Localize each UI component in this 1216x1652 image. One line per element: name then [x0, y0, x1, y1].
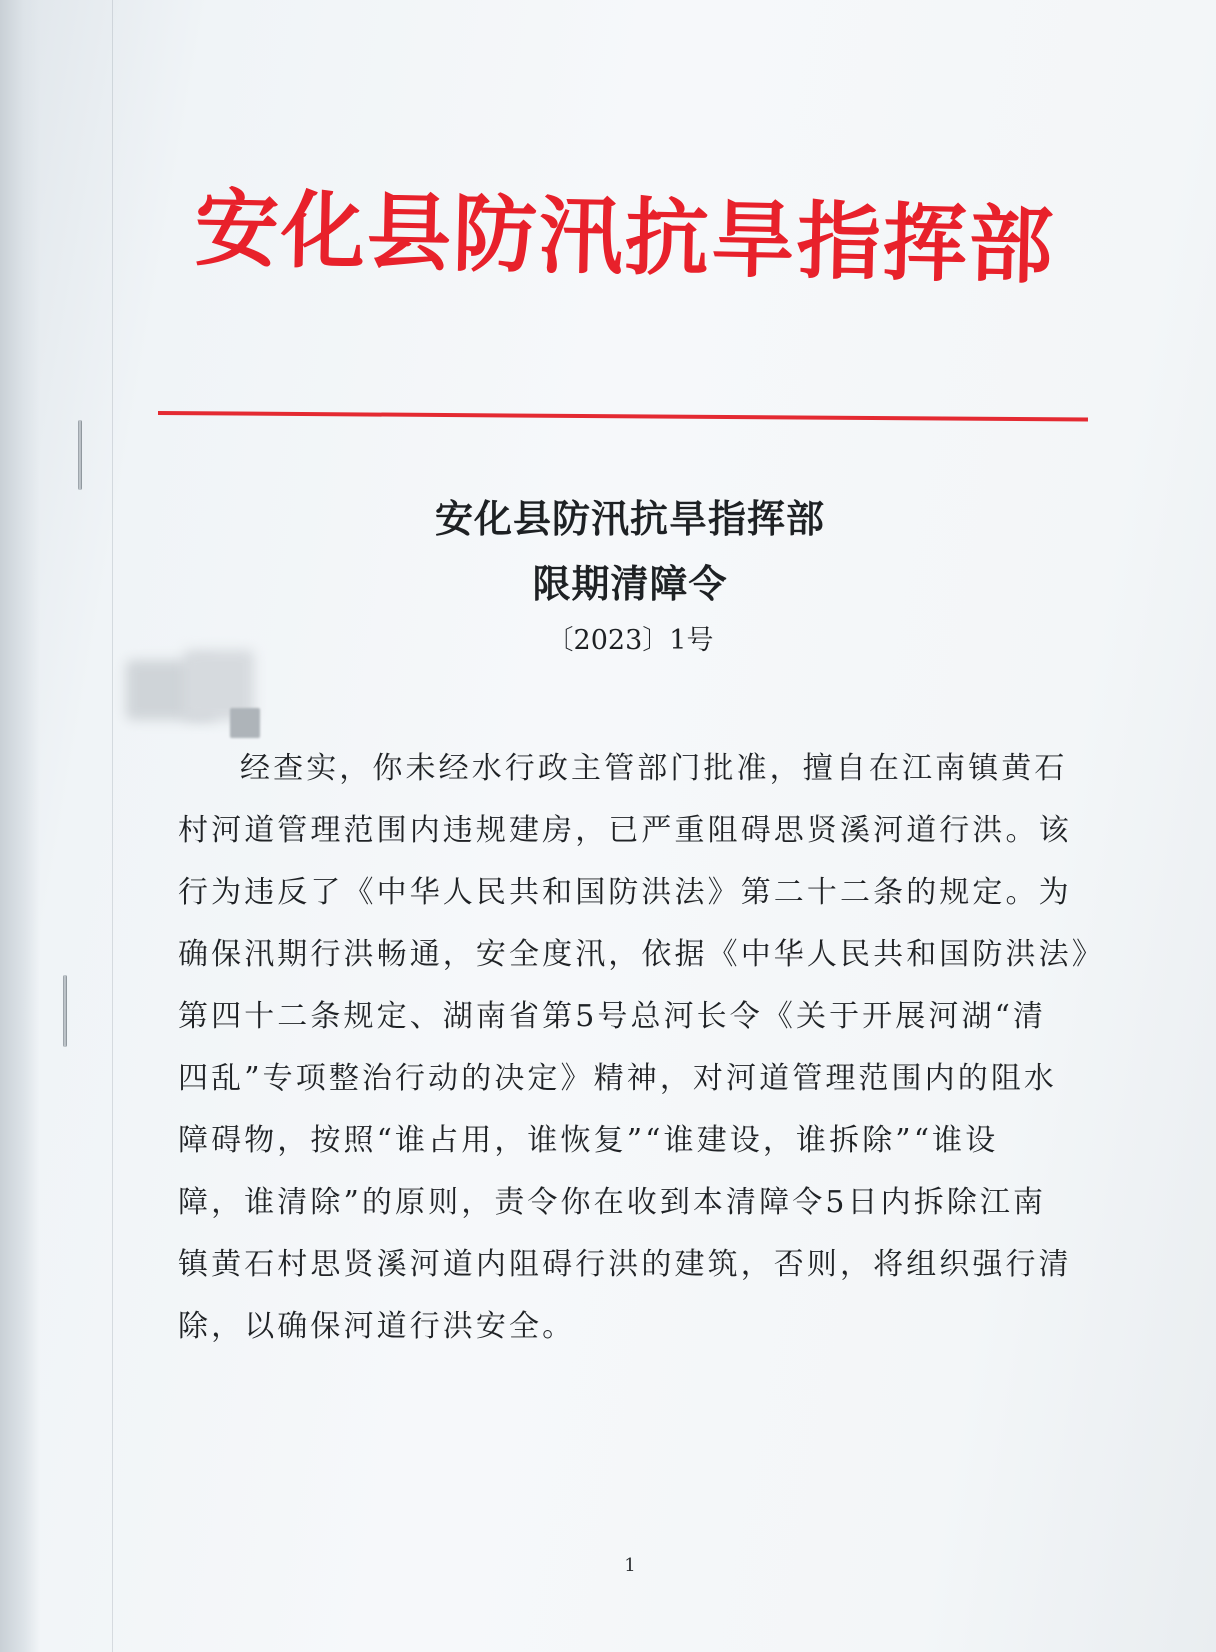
- page-number: 1: [624, 1555, 636, 1576]
- body-line: 障碍物，按照“谁占用，谁恢复”“谁建设，谁拆除”“谁设: [178, 1123, 999, 1158]
- document-number: 〔2023〕1号: [546, 625, 714, 656]
- document-title-agency: 安化县防汛抗旱指挥部: [434, 496, 825, 541]
- document-title-order: 限期清障令: [532, 561, 728, 606]
- body-line: 障，谁清除”的原则，责令你在收到本清障令5日内拆除江南: [178, 1185, 1047, 1220]
- red-masthead: 安化县防汛抗旱指挥部: [193, 179, 1056, 296]
- body-line: 四乱”专项整治行动的决定》精神，对河道管理范围内的阻水: [178, 1061, 1058, 1096]
- binding-fold-line: [112, 0, 113, 1652]
- body-line: 第四十二条规定、湖南省第5号总河长令《关于开展河湖“清: [178, 999, 1047, 1034]
- redacted-recipient: [124, 650, 274, 745]
- body-line: 村河道管理范围内违规建房，已严重阻碍思贤溪河道行洪。该: [178, 813, 1072, 848]
- body-line: 除，以确保河道行洪安全。: [178, 1309, 576, 1344]
- body-line: 经查实，你未经水行政主管部门批准，擅自在江南镇黄石: [240, 751, 1068, 786]
- staple-icon: [78, 420, 82, 490]
- staple-icon: [63, 975, 67, 1047]
- red-divider-line: [158, 411, 1088, 421]
- body-line: 确保汛期行洪畅通，安全度汛，依据《中华人民共和国防洪法》: [178, 937, 1105, 972]
- body-line: 镇黄石村思贤溪河道内阻碍行洪的建筑，否则，将组织强行清: [178, 1247, 1072, 1282]
- body-line: 行为违反了《中华人民共和国防洪法》第二十二条的规定。为: [178, 875, 1072, 910]
- paper-edge-shadow: [0, 0, 40, 1652]
- document-body: [178, 738, 1105, 1358]
